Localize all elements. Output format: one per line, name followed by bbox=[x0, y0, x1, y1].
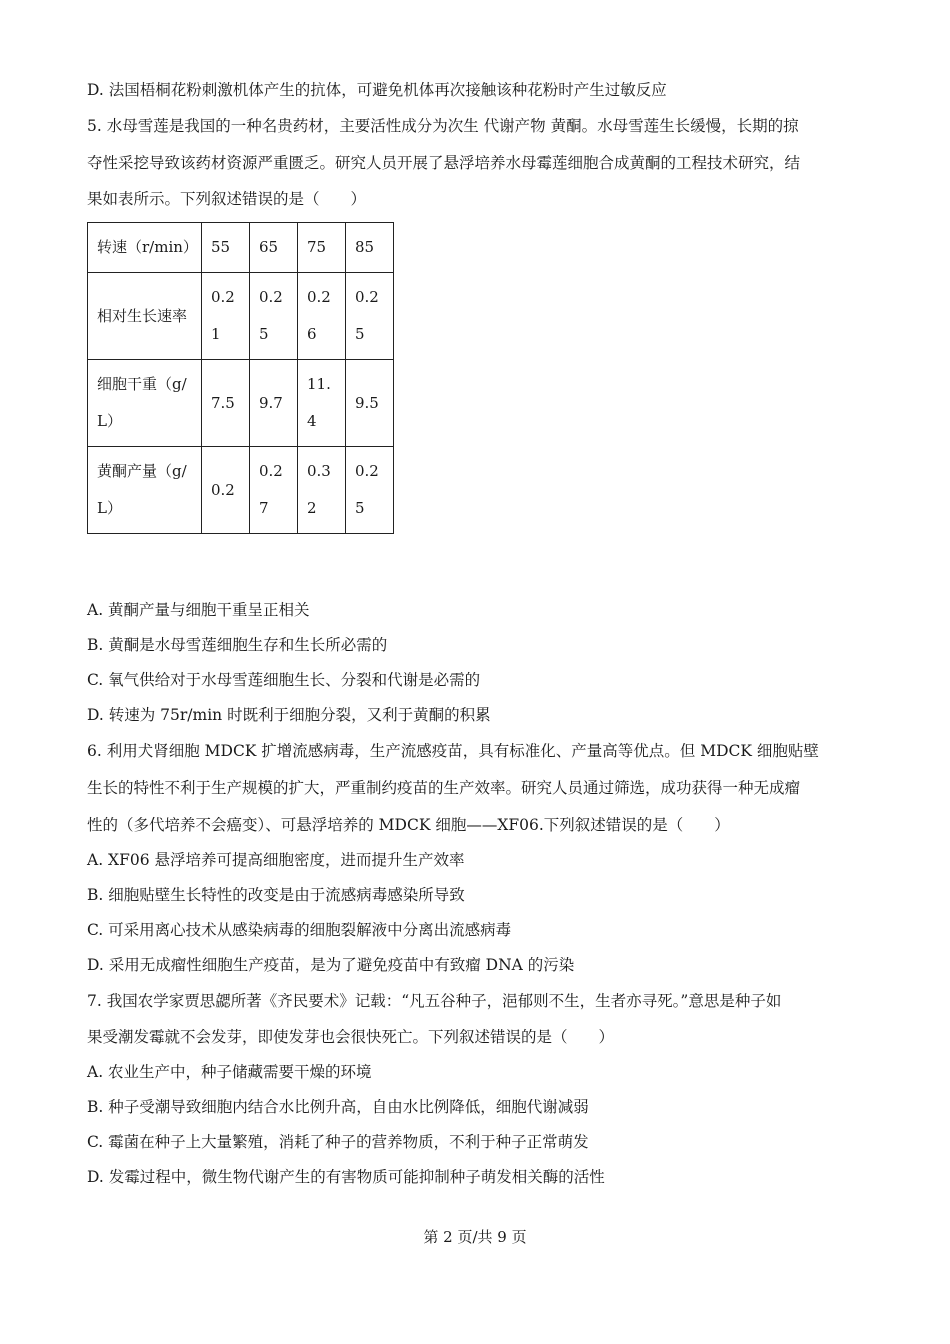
table-cell: 55 bbox=[202, 223, 250, 273]
table-cell: 75 bbox=[298, 223, 346, 273]
q7-option-b: B. 种子受潮导致细胞内结合水比例升高，自由水比例降低，细胞代谢减弱 bbox=[87, 1098, 589, 1116]
table-cell: 0.21 bbox=[202, 273, 250, 360]
table-cell: 11.4 bbox=[298, 360, 346, 447]
table-cell: 9.7 bbox=[250, 360, 298, 447]
q6-option-a: A. XF06 悬浮培养可提高细胞密度，进而提升生产效率 bbox=[87, 851, 465, 869]
q5-option-c: C. 氧气供给对于水母雪莲细胞生长、分裂和代谢是必需的 bbox=[87, 671, 481, 689]
q5-option-d: D. 转速为 75r/min 时既利于细胞分裂，又利于黄酮的积累 bbox=[87, 706, 491, 724]
table-cell: 0.25 bbox=[250, 273, 298, 360]
q5-stem-line-1: 5. 水母雪莲是我国的一种名贵药材，主要活性成分为次生 代谢产物 黄酮。水母雪莲生长缓慢，长期的掠 bbox=[87, 117, 799, 135]
table-cell: 7.5 bbox=[202, 360, 250, 447]
q6-stem-line-2: 生长的特性不利于生产规模的扩大，严重制约疫苗的生产效率。研究人员通过筛选，成功获得一种无成瘤 bbox=[87, 779, 801, 797]
row-label: 黄酮产量（g/L） bbox=[88, 447, 202, 534]
table-cell: 85 bbox=[346, 223, 394, 273]
q6-option-d: D. 采用无成瘤性细胞生产疫苗，是为了避免疫苗中有致瘤 DNA 的污染 bbox=[87, 956, 575, 974]
q6-stem-line-1: 6. 利用犬肾细胞 MDCK 扩增流感病毒，生产流感疫苗，具有标准化、产量高等优点。但 MDCK 细胞贴壁 bbox=[87, 742, 819, 760]
q7-stem-line-1: 7. 我国农学家贾思勰所著《齐民要术》记载：“凡五谷种子，浥郁则不生，生者亦寻死。”意思是种子如 bbox=[87, 992, 782, 1010]
row-label: 转速（r/min） bbox=[88, 223, 202, 273]
table-cell: 0.26 bbox=[298, 273, 346, 360]
table-cell: 0.32 bbox=[298, 447, 346, 534]
q7-option-d: D. 发霉过程中，微生物代谢产生的有害物质可能抑制种子萌发相关酶的活性 bbox=[87, 1168, 605, 1186]
table-row bbox=[88, 447, 394, 534]
table-cell: 0.25 bbox=[346, 447, 394, 534]
q7-option-a: A. 农业生产中，种子储藏需要干燥的环境 bbox=[87, 1063, 372, 1081]
q7-option-c: C. 霉菌在种子上大量繁殖，消耗了种子的营养物质，不利于种子正常萌发 bbox=[87, 1133, 589, 1151]
q4-option-d: D. 法国梧桐花粉刺激机体产生的抗体，可避免机体再次接触该种花粉时产生过敏反应 bbox=[87, 81, 667, 99]
q5-option-a: A. 黄酮产量与细胞干重呈正相关 bbox=[87, 601, 310, 619]
table-cell: 0.2 bbox=[202, 447, 250, 534]
q6-option-b: B. 细胞贴壁生长特性的改变是由于流感病毒感染所导致 bbox=[87, 886, 465, 904]
table-row bbox=[88, 223, 394, 273]
page-number: 第 2 页/共 9 页 bbox=[423, 1228, 527, 1246]
row-label: 相对生长速率 bbox=[88, 273, 202, 360]
q5-stem-line-3: 果如表所示。下列叙述错误的是（ ） bbox=[87, 190, 367, 208]
row-label: 细胞干重（g/L） bbox=[88, 360, 202, 447]
q5-data-table bbox=[87, 222, 394, 534]
table-cell: 9.5 bbox=[346, 360, 394, 447]
q6-option-c: C. 可采用离心技术从感染病毒的细胞裂解液中分离出流感病毒 bbox=[87, 921, 512, 939]
table-row bbox=[88, 273, 394, 360]
q6-stem-line-3: 性的（多代培养不会癌变）、可悬浮培养的 MDCK 细胞——XF06.下列叙述错误的是（ ） bbox=[87, 816, 730, 834]
table-row bbox=[88, 360, 394, 447]
table-cell: 0.27 bbox=[250, 447, 298, 534]
q7-stem-line-2: 果受潮发霉就不会发芽，即使发芽也会很快死亡。下列叙述错误的是（ ） bbox=[87, 1028, 615, 1046]
q5-option-b: B. 黄酮是水母雪莲细胞生存和生长所必需的 bbox=[87, 636, 388, 654]
q5-stem-line-2: 夺性采挖导致该药材资源严重匮乏。研究人员开展了悬浮培养水母霉莲细胞合成黄酮的工程技术研究，结 bbox=[87, 154, 801, 172]
table-cell: 0.25 bbox=[346, 273, 394, 360]
table-cell: 65 bbox=[250, 223, 298, 273]
